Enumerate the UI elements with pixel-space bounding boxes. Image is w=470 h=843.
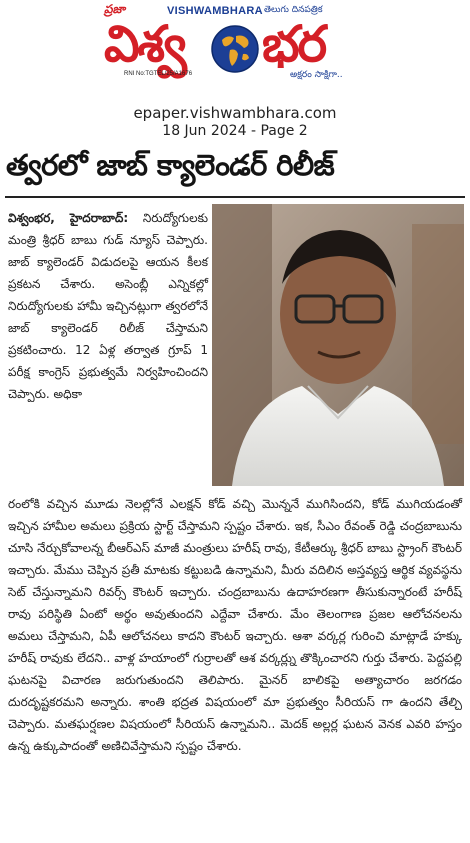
masthead-slogan: అక్షరం సాక్షిగా..: [290, 70, 343, 80]
article-body-text: రంలోకి వచ్చిన మూడు నెలల్లోనే ఎలక్షన్ కోడ్ వచ్చి మొన్ననే ముగిసిందని, కోడ్ ముగియడంతో ఇచ్చిన హామీల అమలు ప్రక్రియ స్టార్ట్ చేస్తామని స్పష్టం చేశారు. ఇక, సీఎం రేవంత్ రెడ్డి చంద్రబాబును చూసి నేర్చుకోవాలన్న బీఆర్ఎస్ మాజీ మంత్రులు హరీష్ రావు, కేటీఆర్కు శ్రీధర్ బాబు స్ట్రాంగ్ కౌంటర్ ఇచ్చారు. మేము చెప్పిన ప్రతీ మాటకు కట్టుబడి ఉన్నామని, మీరు వదిలిన అస్తవ్యస్త ఆర్థిక వ్యవస్థను సెట్ చేస్తున్నామని రివర్స్ కౌంటర్ ఇచ్చారు. చంద్రబాబును ఉదాహరణగా తీసుకున్నారంటే హరీష్ రావు పరిస్థితి ఏంటో అర్థం అవుతుందని ఎద్దేవా చేశారు. మేం తెలంగాణ ప్రజల ఆలోచనలను అమలు చేస్తామని, ఏపీ ఆలోచనలు కాదని కౌంటర్ ఇచ్చారు. ఆశా వర్కర్ల గురించి మాట్లాడే హక్కు హరీష్ రావుకు లేదని.. వాళ్ల హయాంలో గుర్రాలతో ఆశ వర్కర్ల్ను తొక్కించారని గుర్తు చేశారు. పెద్దపల్లి ఘటనపై విచారణ జరుగుతుందని తెలిపారు. మైనర్ బాలికపై అత్యాచారం జరగడం దురదృష్టకరమని అన్నారు. శాంతి భద్రత విషయంలో మా ప్రభుత్వం సీరియస్ గా ఉందని తేల్చి చెప్పారు. మతఘర్షణల విషయంలో సీరియస్ ఉన్నామని.. మెదక్ అల్లర్ల ఘటన వెనక ఎవరి హస్తం ఉన్న ఉక్కుపాదంతో అణిచివేస్తామని స్పష్టం చేశారు.: [8, 497, 462, 753]
headline-divider: [5, 196, 465, 198]
globe-icon: [210, 24, 260, 74]
article-dateline: విశ్వంభర, హైదరాబాద్:: [8, 211, 129, 225]
article-lead-text: నిరుద్యోగులకు మంత్రి శ్రీధర్ బాబు గుడ్ న్యూస్ చెప్పారు. జాబ్ క్యాలెండర్ విడుదలపై ఆయన కీలక ప్రకటన చేశారు. అసెంబ్లీ ఎన్నికల్లో నిరుద్యోగులకు హామీ ఇచ్చినట్లుగా త్వరలోనే జాబ్ క్యాలెండర్ రిలీజ్ చేస్తామని ప్రకటించారు. 12 ఏళ్ల తర్వాత గ్రూప్ 1 పరీక్ష కాంగ్రెస్ ప్రభుత్వమే నిర్వహించిందని చెప్పారు. అధికా: [8, 211, 209, 401]
article-headline: త్వరలో జాబ్ క్యాలెండర్ రిలీజ్: [6, 148, 335, 182]
epaper-url[interactable]: epaper.vishwambhara.com: [133, 104, 337, 122]
article-column-text: [8, 207, 208, 405]
masthead: [0, 0, 470, 100]
masthead-rni: RNI No:TGTEL/25/A1676: [124, 71, 193, 77]
minister-photo: [212, 204, 464, 486]
masthead-english-name: VISHWAMBHARA: [167, 5, 263, 17]
masthead-praja-label: ప్రజా: [104, 2, 126, 16]
masthead-tagline: తెలుగు దినపత్రిక: [264, 5, 323, 15]
epaper-date-page: 18 Jun 2024 - Page 2: [162, 123, 308, 139]
masthead-logo-right: భర: [262, 15, 326, 73]
masthead-logo-left: విశ్వ: [104, 15, 185, 73]
